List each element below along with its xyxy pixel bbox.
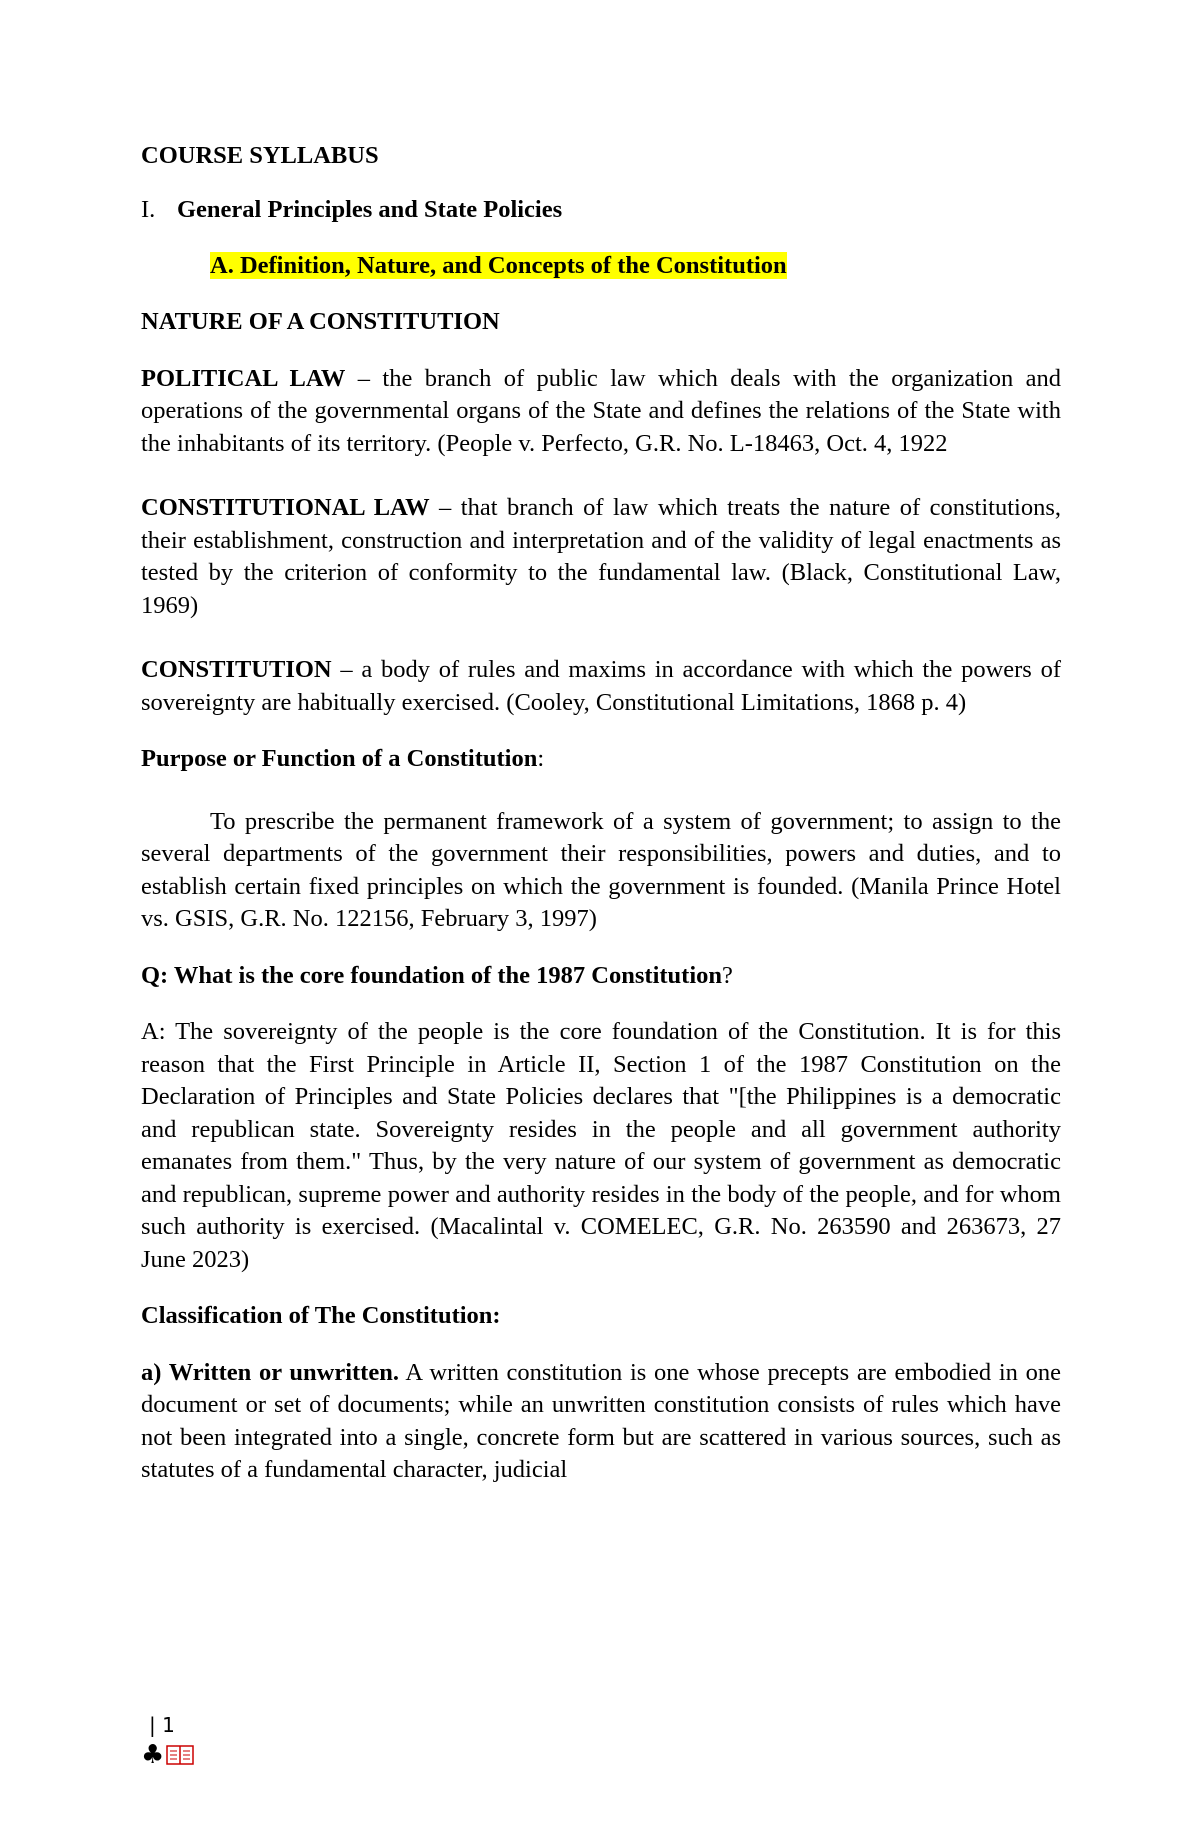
definition-text: – that branch of law which treats the nature of constitutions, their establishment, construction and interpretation and of the validity of legal enactments as tested by the criterion of conformity to the fundamental law. (Black, Constitutional Law, 1969) bbox=[141, 494, 1061, 619]
section-i-heading bbox=[141, 194, 1061, 227]
question-text: Q: What is the core foundation of the 1987 Constitution bbox=[141, 961, 723, 989]
definition-constitutional-law bbox=[141, 492, 1061, 622]
page-number: 1 bbox=[162, 1713, 175, 1737]
purpose-heading bbox=[141, 743, 1061, 776]
club-icon: ♣ bbox=[141, 1740, 165, 1770]
definition-term: CONSTITUTION bbox=[141, 656, 332, 683]
answer-paragraph: A: The sovereignty of the people is the core foundation of the Constitution. It is for this reason that the First Principle in Article II, Section 1 of the 1987 Constitution on the Declaration of Principles and State Policies declares that "[the Philippines is a democratic and republican state. Sovereignty resides in the people and all government authority emanates from them." Thus, by the very nature of our system of government as democratic and republican, supreme power and authority resides in the body of the people, and for whom such authority is exercised. (Macalintal v. COMELEC, G.R. No. 263590 and 263673, 27 June 2023) bbox=[141, 1018, 1061, 1273]
definition-text: – the branch of public law which deals with the organization and operations of the governmental organs of the State and defines the relations of the State with the inhabitants of its territory. (People v. Perfecto, G.R. No. L-18463, Oct. 4, 1922 bbox=[141, 364, 1061, 457]
section-i-numeral: I. bbox=[141, 196, 156, 223]
purpose-paragraph: To prescribe the permanent framework of a system of government; to assign to the several departments of the government their responsibilities, powers and duties, and to establish certain fixed principles on which the government is founded. (Manila Prince Hotel vs. GSIS, G.R. No. 122156, February 3, 1997) bbox=[141, 807, 1061, 932]
document-page bbox=[141, 140, 1061, 1487]
subsection-a-title: A. Definition, Nature, and Concepts of the Constitution bbox=[210, 251, 787, 279]
nature-heading: NATURE OF A CONSTITUTION bbox=[141, 308, 500, 335]
definition-text: – a body of rules and maxims in accordance with which the powers of sovereignty are habitually exercised. (Cooley, Constitutional Limitations, 1868 p. 4) bbox=[141, 656, 1061, 716]
subsection-a-heading bbox=[141, 250, 1061, 283]
definition-constitution bbox=[141, 654, 1061, 719]
page-footer bbox=[141, 1712, 175, 1738]
classification-item-a bbox=[141, 1357, 1061, 1487]
item-a-text: A written constitution is one whose precepts are embodied in one document or set of documents; while an unwritten constitution consists of rules which have not been integrated into a single, concrete form but are scattered in various sources, such as statutes of a fundamental character, judicial bbox=[141, 1358, 1061, 1483]
purpose-heading-suffix: : bbox=[537, 745, 545, 772]
item-a-label: a) Written or unwritten. bbox=[141, 1358, 399, 1386]
open-book-icon bbox=[166, 1745, 194, 1765]
footer-icons bbox=[141, 1742, 194, 1768]
syllabus-title: COURSE SYLLABUS bbox=[141, 142, 379, 169]
question bbox=[141, 960, 1061, 993]
question-suffix: ? bbox=[722, 961, 733, 989]
purpose-heading-text: Purpose or Function of a Constitution bbox=[141, 745, 538, 772]
definition-term: POLITICAL LAW bbox=[141, 364, 346, 392]
footer-separator: | bbox=[149, 1713, 156, 1737]
definition-political-law bbox=[141, 363, 1061, 461]
classification-heading: Classification of The Constitution: bbox=[141, 1302, 501, 1329]
section-i-title: General Principles and State Policies bbox=[177, 196, 563, 223]
definition-term: CONSTITUTIONAL LAW bbox=[141, 494, 430, 521]
